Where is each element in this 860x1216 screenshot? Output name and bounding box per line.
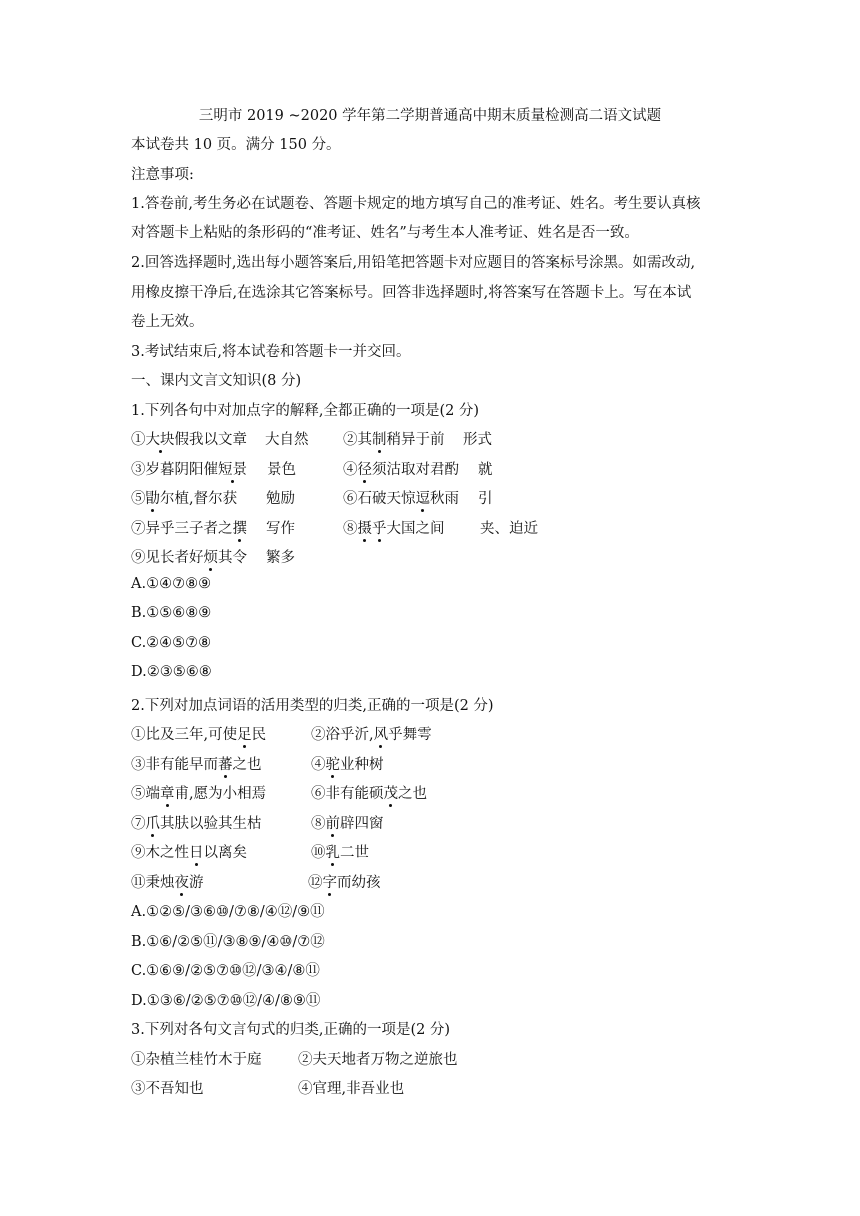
dotted-word: 风 <box>373 727 389 743</box>
question-2-stem: 2.下列对加点词语的活用类型的归类,正确的一项是(2 分) <box>131 698 494 714</box>
dotted-word: 前 <box>325 816 340 832</box>
q1-item-4: ④径须沽取对君酌 <box>343 462 459 478</box>
dotted-word: 短景 <box>218 462 247 478</box>
q2-item: ⑩乳二世 <box>311 845 369 861</box>
note-line: 1.答卷前,考生务必在试题卷、答题卡规定的地方填写自己的准考证、姓名。考生要认真核 <box>131 196 701 212</box>
dotted-word: 勖 <box>145 491 160 507</box>
q2-item: ③非有能早而蕃之也 <box>131 757 262 773</box>
intro-text: 本试卷共 10 页。满分 150 分。 <box>131 137 341 153</box>
answer-option: A.①②⑤/③⑥⑩/⑦⑧/④⑫/⑨⑪ <box>131 904 325 920</box>
q2-item: ②浴乎沂,风乎舞雩 <box>311 727 432 743</box>
q3-item: ①杂植兰桂竹木于庭 <box>131 1052 262 1068</box>
q2-item: ⑫字而幼孩 <box>308 875 381 891</box>
q1-item-5: ⑤勖尔植,督尔获 <box>131 491 238 507</box>
answer-option: D.①③⑥/②⑤⑦⑩⑫/④/⑧⑨⑪ <box>131 993 321 1009</box>
dotted-word: 日 <box>189 845 204 861</box>
dotted-word: 逗 <box>415 491 430 507</box>
q2-item: ⑤端章甫,愿为小相焉 <box>131 786 267 802</box>
q1-item-9: ⑨见长者好烦其令 <box>131 550 247 566</box>
dotted-word: 茂 <box>383 786 398 802</box>
note-line: 用橡皮擦干净后,在选涂其它答案标号。回答非选择题时,将答案写在答题卡上。写在本试 <box>131 285 692 301</box>
q2-item: ⑦爪其肤以验其生枯 <box>131 816 262 832</box>
q1-gloss-4: 就 <box>478 462 493 478</box>
section-heading: 一、课内文言文知识(8 分) <box>131 373 302 389</box>
q1-item-8: ⑧摄乎大国之间 <box>343 521 445 537</box>
q1-item-3: ③岁暮阴阳催短景 <box>131 462 247 478</box>
exam-title: 三明市 2019 ~2020 学年第二学期普通高中期末质量检测高二语文试题 <box>198 108 662 124</box>
dotted-word: 端章甫 <box>145 786 189 802</box>
answer-option: C.②④⑤⑦⑧ <box>131 635 212 651</box>
dotted-word: 乎 <box>372 521 387 537</box>
dotted-word: 夜 <box>174 875 189 891</box>
dotted-word: 蕃 <box>218 757 233 773</box>
q1-gloss-6: 引 <box>478 491 493 507</box>
dotted-word: 烦 <box>203 550 218 566</box>
note-line: 3.考试结束后,将本试卷和答题卡一并交回。 <box>131 344 411 360</box>
q3-item: ②夫天地者万物之逆旅也 <box>298 1052 458 1068</box>
dotted-word: 径 <box>357 462 372 478</box>
answer-option: B.①⑤⑥⑧⑨ <box>131 605 212 621</box>
notes-heading: 注意事项: <box>131 167 194 183</box>
q2-item: ⑪秉烛夜游 <box>131 875 204 891</box>
question-1-stem: 1.下列各句中对加点字的解释,全都正确的一项是(2 分) <box>131 403 480 419</box>
answer-option: D.②③⑤⑥⑧ <box>131 664 212 680</box>
q1-gloss-5: 勉励 <box>266 491 295 507</box>
q2-item: ④驼业种树 <box>311 757 384 773</box>
q1-gloss-7: 写作 <box>266 521 295 537</box>
q1-item-7: ⑦异乎三子者之撰 <box>131 521 247 537</box>
q2-item: ⑨木之性日以离矣 <box>131 845 247 861</box>
answer-option: B.①⑥/②⑤⑪/③⑧⑨/④⑩/⑦⑫ <box>131 934 325 950</box>
q2-item: ⑧前辟四窗 <box>311 816 384 832</box>
q1-item-1: ①大块假我以文章 <box>131 432 247 448</box>
dotted-word: 摄 <box>357 521 372 537</box>
dotted-word: 乳 <box>325 845 340 861</box>
q1-gloss-3: 景色 <box>267 462 296 478</box>
q2-item: ①比及三年,可使足民 <box>131 727 267 743</box>
q1-gloss-2: 形式 <box>463 432 492 448</box>
dotted-word: 足 <box>237 727 252 743</box>
note-line: 2.回答选择题时,选出每小题答案后,用铅笔把答题卡对应题目的答案标号涂黑。如需改动, <box>131 255 696 271</box>
q1-gloss-1: 大自然 <box>265 432 309 448</box>
note-line: 对答题卡上粘贴的条形码的“准考证、姓名”与考生本人准考证、姓名是否一致。 <box>131 225 639 241</box>
answer-option: C.①⑥⑨/②⑤⑦⑩⑫/③④/⑧⑪ <box>131 963 320 979</box>
q2-item: ⑥非有能硕茂之也 <box>311 786 427 802</box>
dotted-word: 制 <box>372 432 387 448</box>
q1-item-6: ⑥石破天惊逗秋雨 <box>343 491 459 507</box>
q1-item-2: ②其制稍异于前 <box>343 432 445 448</box>
dotted-word: 撰 <box>232 521 247 537</box>
q3-item: ③不吾知也 <box>131 1081 204 1097</box>
note-line: 卷上无效。 <box>131 314 204 330</box>
dotted-word: 字 <box>322 875 337 891</box>
q1-gloss-9: 繁多 <box>266 550 295 566</box>
question-3-stem: 3.下列对各句文言句式的归类,正确的一项是(2 分) <box>131 1022 451 1038</box>
q1-gloss-8: 夹、迫近 <box>480 521 538 537</box>
q3-item: ④官理,非吾业也 <box>298 1081 405 1097</box>
dotted-word: 爪 <box>145 816 160 832</box>
answer-option: A.①④⑦⑧⑨ <box>131 576 212 592</box>
dotted-word: 驼 <box>325 757 340 773</box>
dotted-word: 大块 <box>145 432 175 448</box>
